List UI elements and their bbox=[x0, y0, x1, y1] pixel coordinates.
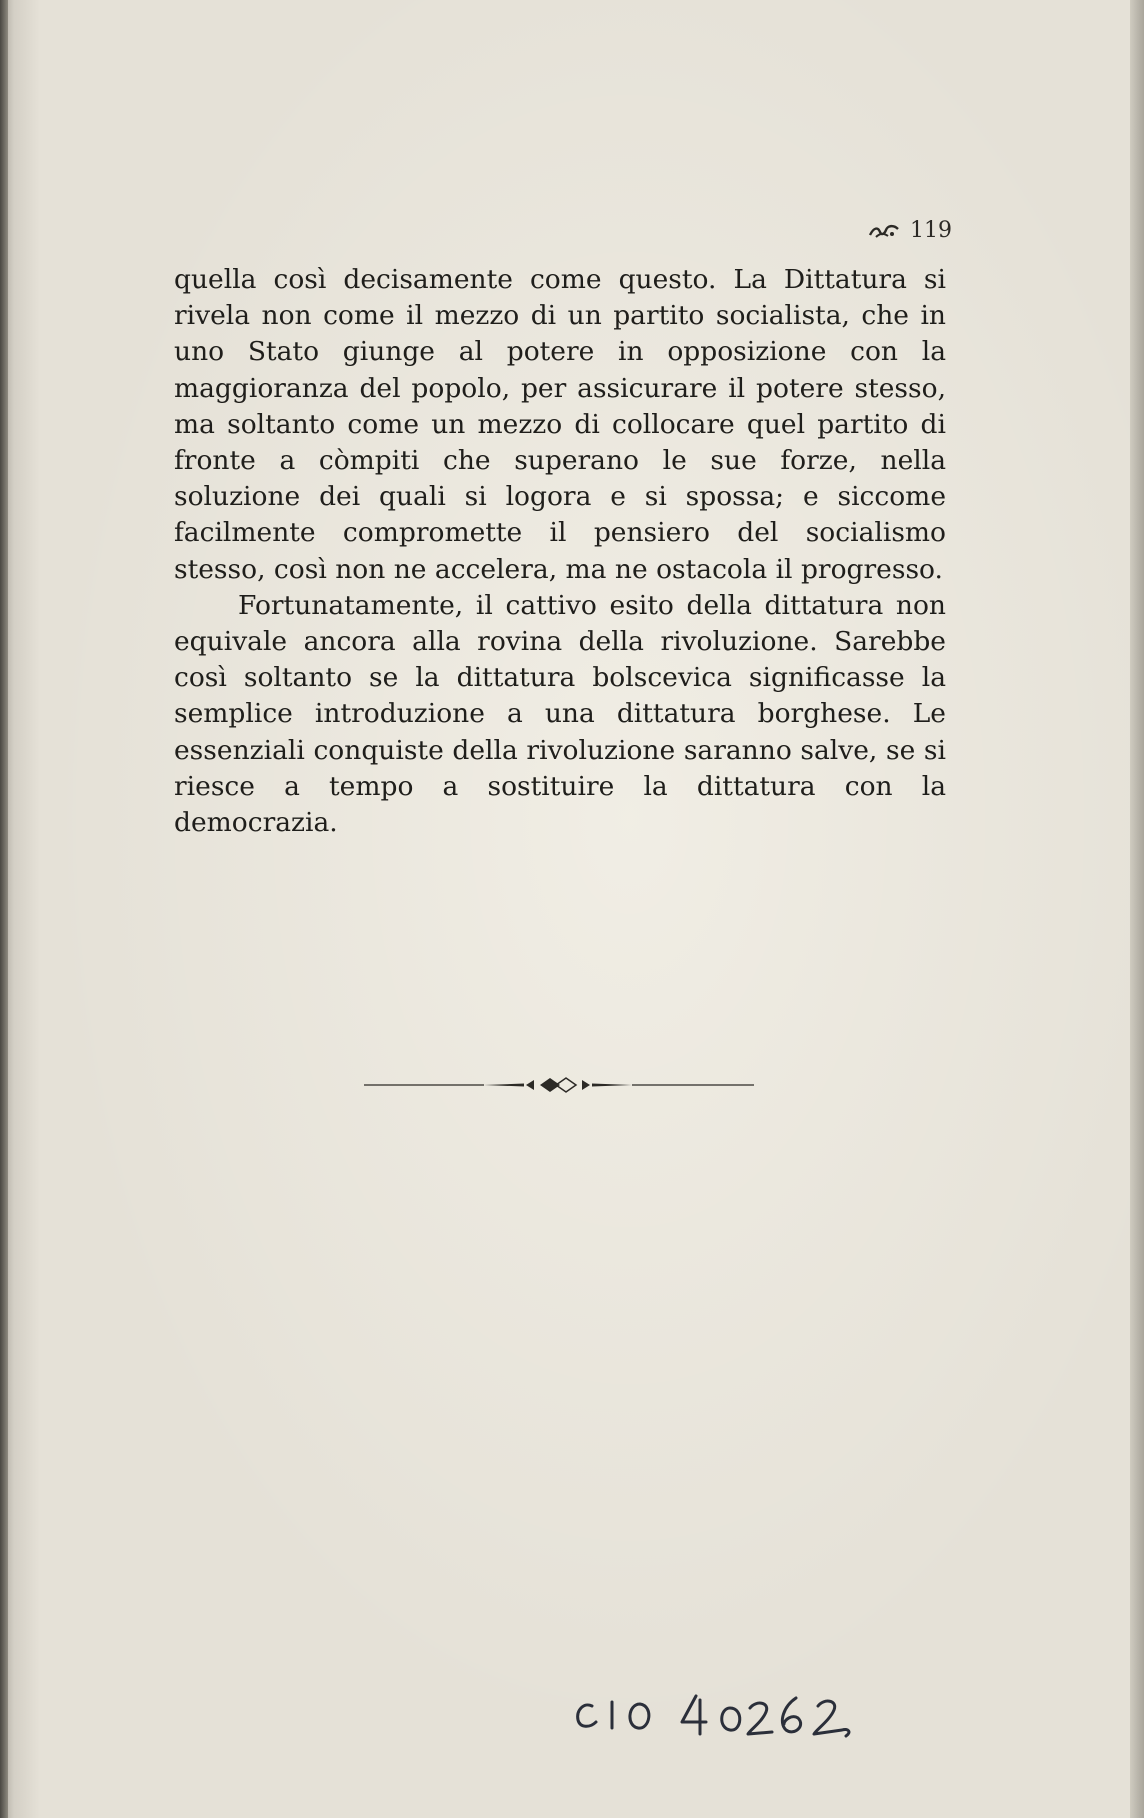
fleuron-icon bbox=[868, 223, 900, 239]
running-header bbox=[868, 218, 952, 243]
paragraph-2: Fortunatamente, il cattivo esito della dittatura non equivale ancora alla rovina della rivoluzione. Sarebbe così soltanto se la dittatura bolscevica significasse la semplice introduzione a una dittatura borghese. Le essenziali conquiste della rivoluzione saranno salve, se si riesce a tempo a sostituire la dittatura con la democrazia. bbox=[174, 589, 946, 839]
page-number: 119 bbox=[910, 218, 952, 243]
handwritten-shelfmark-image bbox=[570, 1678, 860, 1742]
page-right-edge bbox=[1130, 0, 1144, 1818]
page-binding-edge bbox=[0, 0, 8, 1818]
end-ornament-divider bbox=[364, 1074, 754, 1096]
paragraph-1: quella così decisamente come questo. La Dittatura si rivela non come il mezzo di un partito socialista, che in uno Stato giunge al potere in opposizione con la maggioranza del popolo, per assicurare il potere stesso, ma soltanto come un mezzo di collocare quel partito di fronte a còmpiti che superano le sue forze, nella soluzione dei quali si logora e si spossa; e siccome facilmente compromette il pensiero del socialismo stesso, così non ne accelera, ma ne ostacola il progresso. bbox=[174, 264, 946, 585]
handwritten-shelfmark bbox=[570, 1678, 860, 1742]
body-text bbox=[174, 262, 946, 841]
